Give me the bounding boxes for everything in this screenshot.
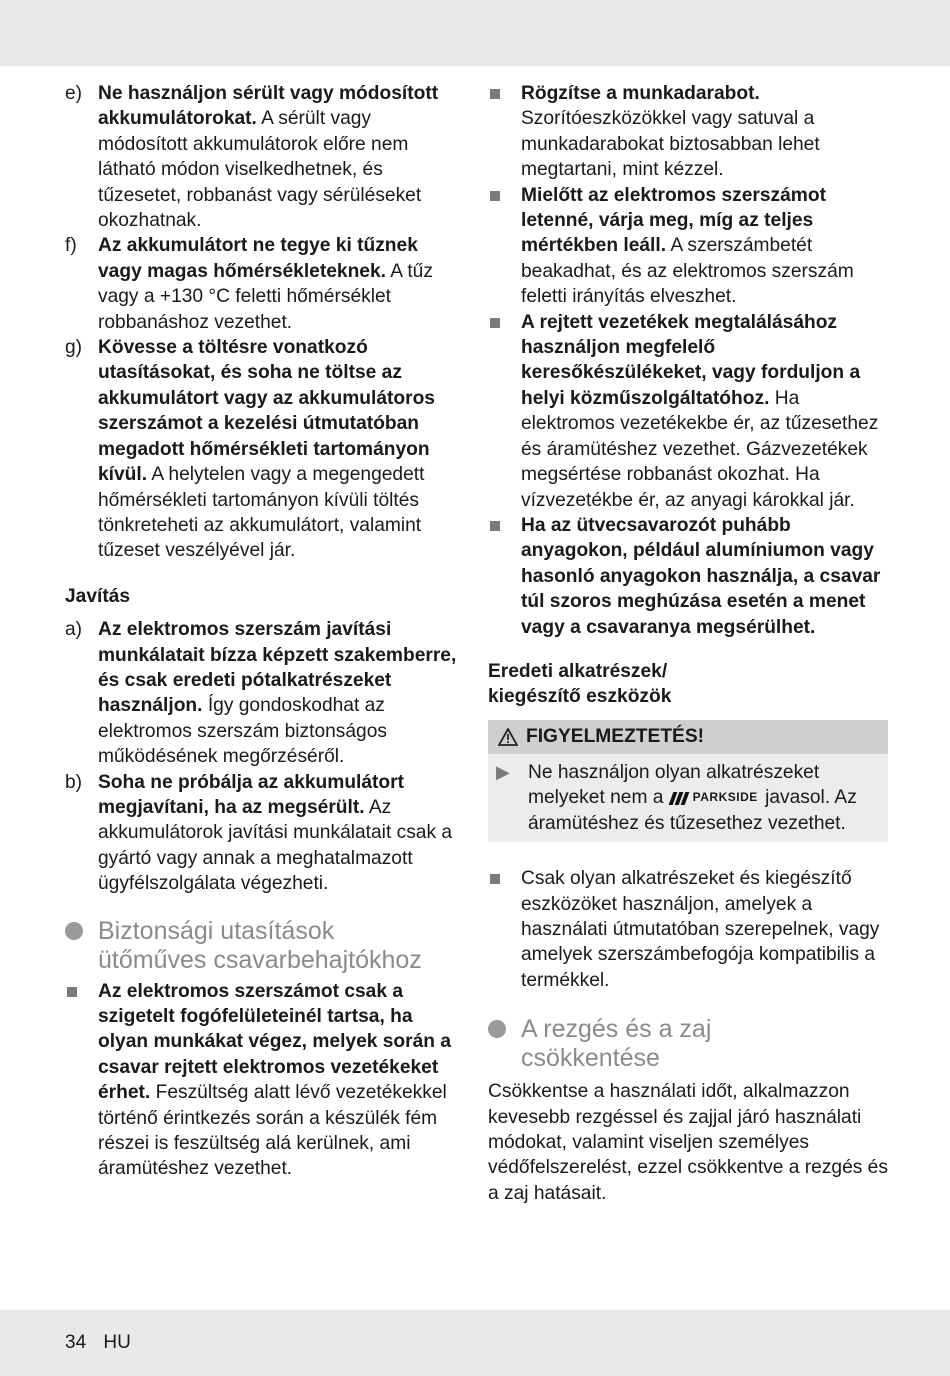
square-bullet-icon bbox=[488, 81, 521, 183]
list-item-b: b) Soha ne próbálja az akkumulátort megjavítani, ha az megsérült. Az akkumulátorok javítási munkálatait csak a gyártó vagy annak a meghatalmazott ügyfélszolgálata végezheti. bbox=[65, 771, 453, 895]
left-column bbox=[65, 81, 465, 1182]
square-bullet-icon bbox=[488, 513, 521, 640]
section-dot-icon bbox=[65, 922, 83, 940]
square-bullet-icon bbox=[65, 979, 98, 1182]
warning-box bbox=[488, 720, 888, 842]
right-column bbox=[488, 81, 888, 1206]
warning-triangle-icon bbox=[498, 728, 518, 746]
parkside-logo: PARKSIDE bbox=[671, 785, 758, 810]
bullet-item-soft-materials: Ha az ütvecsavarozót puhább anyagokon, például alumíniumon vagy hasonló anyagokon használja, a csavar túl szoros meghúzása esetén a menet vagy a csavaranya megsérülhet. bbox=[488, 513, 888, 640]
list-item-g: g) Kövesse a töltésre vonatkozó utasításokat, és soha ne töltse az akkumulátort vagy az akkumulátoros szerszámot a kezelési útmutatóban megadott hőmérsékleti tartományon kívül. A helytelen vagy a megengedett hőmérsékleti tartományon kívüli töltés tönkreteheti az akkumulátort, valamint tűzeset veszélyével jár. bbox=[65, 337, 435, 562]
parts-heading: Eredeti alkatrészek/ kiegészítő eszközök bbox=[488, 660, 672, 708]
bullet-item-hidden-wires: A rejtett vezetékek megtalálásához használjon megfelelő keresőkészülékeket, vagy forduljon a helyi közműszolgáltatóhoz. Ha elektromos vezetékekbe ér, az tűzesethez és áramütéshez vezethet. Gázvezetékek megsértése robbanást okozhat. Ha vízvezetékbe ér, az anyagi károkkal jár. bbox=[488, 310, 888, 513]
page-number: 34 bbox=[65, 1332, 87, 1353]
page-footer bbox=[65, 1332, 143, 1354]
section-dot-icon bbox=[488, 1020, 506, 1038]
square-bullet-icon bbox=[488, 310, 521, 513]
list-item-f: f) Az akkumulátort ne tegye ki tűznek vagy magas hőmérsékleteknek. A tűz vagy a +130 °C feletti hőmérséklet robbanáshoz vezethet. bbox=[65, 235, 433, 333]
square-bullet-icon bbox=[488, 866, 521, 993]
list-item-insulated-grip: Az elektromos szerszámot csak a szigetelt fogófelületeinél tartsa, ha olyan munkákat végez, melyek során a csavar rejtett elektromos vezetékeket érhet. Feszültség alatt lévő vezetékekkel történő érintkezés során a készülék fém részei is feszültség alá kerülnek, ami áramütéshez vezethet. bbox=[65, 979, 465, 1182]
bullet-item-parts: Csak olyan alkatrészeket és kiegészítő eszközöket használjon, amelyek a használati útmutatóban szerepelnek, vagy amelyek szerszámbefogója kompatibilis a termékkel. bbox=[488, 866, 888, 993]
section-title-vibration: A rezgés és a zaj csökkentése bbox=[488, 1015, 888, 1073]
vibration-paragraph: Csökkentse a használati időt, alkalmazzon kevesebb rezgéssel és zajjal járó használati módokat, valamint viseljen személyes védőfelszerelést, ezzel csökkentve a rezgés és a zaj hatásait. bbox=[488, 1081, 888, 1204]
repair-heading: Javítás bbox=[65, 585, 131, 607]
language-code: HU bbox=[103, 1332, 131, 1353]
list-item-e: e) Ne használjon sérült vagy módosított akkumulátorokat. A sérült vagy módosított akkumulátorok előre nem látható módon viselkedhetnek, és tűzesetet, robbanást vagy sérüléseket okozhatnak. bbox=[65, 83, 439, 232]
square-bullet-icon bbox=[488, 183, 521, 310]
warning-content: ▶ Ne használjon olyan alkatrészeket melyeket nem a PARKSIDE javasol. Az áramütéshez és tűzesethez vezethet. bbox=[488, 754, 888, 842]
section-title-safety: Biztonsági utasítások ütőműves csavarbehajtókhoz bbox=[65, 917, 465, 975]
play-arrow-icon: ▶ bbox=[496, 761, 510, 782]
page-header-band bbox=[0, 0, 950, 66]
bullet-item-stop: Mielőtt az elektromos szerszámot letenné, várja meg, míg az teljes mértékben leáll. A szerszámbetét beakadhat, és az elektromos szerszám feletti irányítás elveszhet. bbox=[488, 183, 888, 310]
warning-header: FIGYELMEZTETÉS! bbox=[488, 720, 888, 754]
bullet-item-workpiece: Rögzítse a munkadarabot. Szorítóeszközökkel vagy satuval a munkadarabokat biztosabban lehet megtartani, mint kézzel. bbox=[488, 81, 888, 183]
list-item-a: a) Az elektromos szerszám javítási munkálatait bízza képzett szakemberre, és csak eredeti pótalkatrészeket használjon. Így gondoskodhat az elektromos szerszám biztonságos működésének megőrzéséről. bbox=[65, 619, 457, 768]
